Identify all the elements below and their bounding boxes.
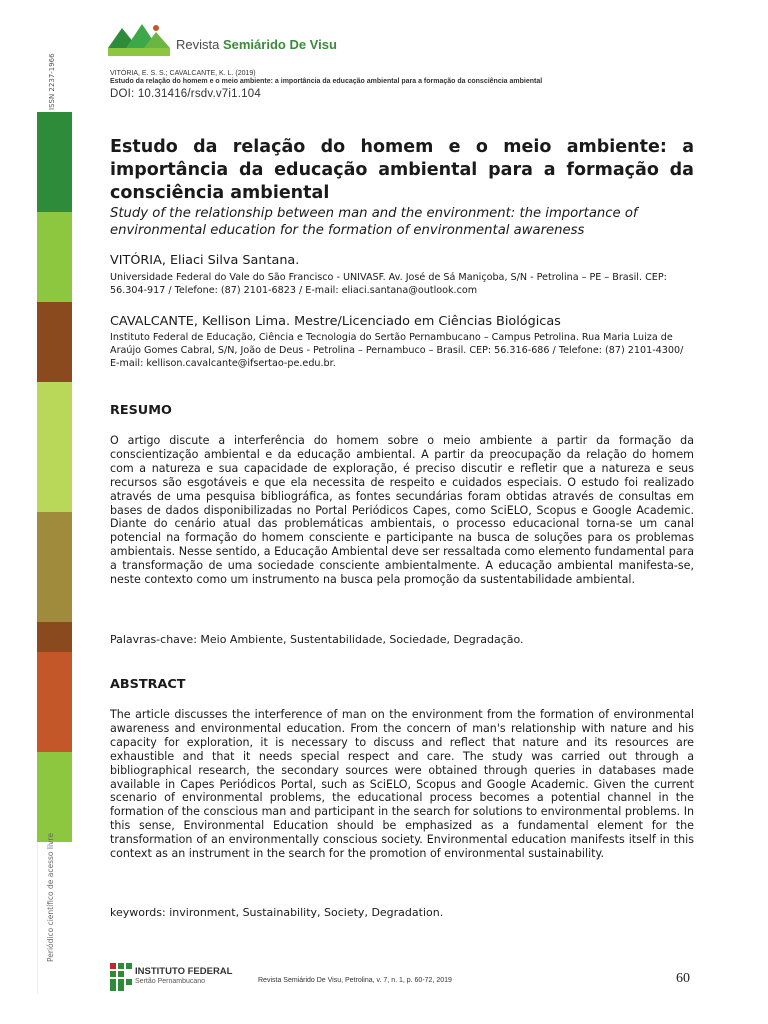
palavras-chave: Palavras-chave: Meio Ambiente, Sustentabilidade, Sociedade, Degradação. (110, 633, 524, 646)
brand-prefix: Revista (176, 37, 223, 52)
author-affiliation-2: Instituto Federal de Educação, Ciência e Tecnologia do Sertão Pernambucano – Campus Petrolina. Rua Maria Luiza de Araújo Gomes Cabral, S/N, João de Deus - Petrolina – Pernambuco – Brasil. CEP: 56.316-686 / Telefone: (87) 2101-4300/ E-mail: kellison.cavalcante@ifsertao-pe.edu.br. (110, 332, 684, 369)
header-citation-authors: VITÓRIA, E. S. S.; CAVALCANTE, K. L. (2019) (110, 70, 256, 77)
side-journal-label: Periódico científico de acesso livre (46, 832, 55, 962)
brand-mid: Semiárido (222, 37, 290, 52)
brand-suffix: De Visu (289, 37, 337, 52)
abstract-heading: ABSTRACT (110, 677, 186, 692)
abstract-text: The article discusses the interference of man on the environment from the formation of environmental awareness and environmental education. From the concern of man's relationship with nature and his capacity for exploration, it is necessary to discuss and reflect that nature and its resources are exhaustible and that it needs special respect and care. The study was carried out through a bibliographical research, the secondary sources were obtained through queries in databases made available in Capes Periódicos Portal, such as SciELO, Scopus and Google Academic. Given the current scenario of environmental problems, the educational process becomes a potential channel in the formation of the conscious man and participant in the search for solutions to environmental problems. In this sense, Environmental Education should be emphasized as a fundamental element for the transformation of an environmentally conscious society. Environmental education manifests itself in this context as an instrument in the search for the promotion of environmental sustainability. (110, 708, 694, 861)
institute-subtitle: Sertão Pernambucano (135, 978, 206, 985)
author-name-1: VITÓRIA, Eliaci Silva Santana. (110, 253, 300, 268)
article-title: Estudo da relação do homem e o meio ambiente: a importância da educação ambiental para a formação da consciência ambiental (110, 137, 694, 203)
footer-citation: Revista Semiárido De Visu, Petrolina, v. 7, n. 1, p. 60-72, 2019 (258, 977, 452, 984)
resumo-text: O artigo discute a interferência do homem sobre o meio ambiente a partir da formação da conscientização ambiental e da educação ambiental. A partir da preocupação da relação do homem com a natureza e sua capacidade de exploração, é preciso discutir e refletir que a natureza e seus recursos são esgotáveis e que ela necessita de respeito e cuidados especiais. O estudo foi realizado através de uma pesquisa bibliográfica, as fontes secundárias foram obtidas através de consultas em bases de dados disponibilizadas no Portal Periódicos Capes, como SciELO, Scopus e Google Academic. Diante do cenário atual das problemáticas ambientais, o processo educacional torna-se um canal potencial na formação do homem consciente e participante na busca de soluções para os problemas ambientais. Nesse sentido, a Educação Ambiental deve ser ressaltada como elemento fundamental para a transformação de uma sociedade consciente ambientalmente. A educação ambiental manifesta-se, neste contexto como um instrumento na busca pela promoção da sustentabilidade ambiental. (110, 434, 694, 587)
doi-link[interactable]: DOI: 10.31416/rsdv.v7i1.104 (110, 88, 261, 100)
institute-name: INSTITUTO FEDERAL (135, 966, 233, 977)
page-number: 60 (676, 971, 690, 986)
header-citation-title: Estudo da relação do homem e o meio ambiente: a importância da educação ambiental para a formação da consciência ambiental (110, 78, 543, 85)
journal-brand (176, 37, 337, 52)
institute-logo-icon (110, 963, 132, 991)
journal-logo-icon (108, 22, 170, 56)
keywords: keywords: invironment, Sustainability, Society, Degradation. (110, 906, 444, 919)
resumo-heading: RESUMO (110, 403, 172, 418)
article-subtitle-en: Study of the relationship between man and the environment: the importance of environmental education for the formation of environmental awareness (110, 206, 638, 238)
issn-label: ISSN 2237-1966 (48, 53, 56, 110)
author-affiliation-1: Universidade Federal do Vale do São Francisco - UNIVASF. Av. José de Sá Maniçoba, S/N - Petrolina – PE – Brasil. CEP: 56.304-917 / Telefone: (87) 2101-6823 / E-mail: eliaci.santana@outlook.com (110, 272, 667, 296)
author-name-2: CAVALCANTE, Kellison Lima. Mestre/Licenciado em Ciências Biológicas (110, 314, 561, 329)
